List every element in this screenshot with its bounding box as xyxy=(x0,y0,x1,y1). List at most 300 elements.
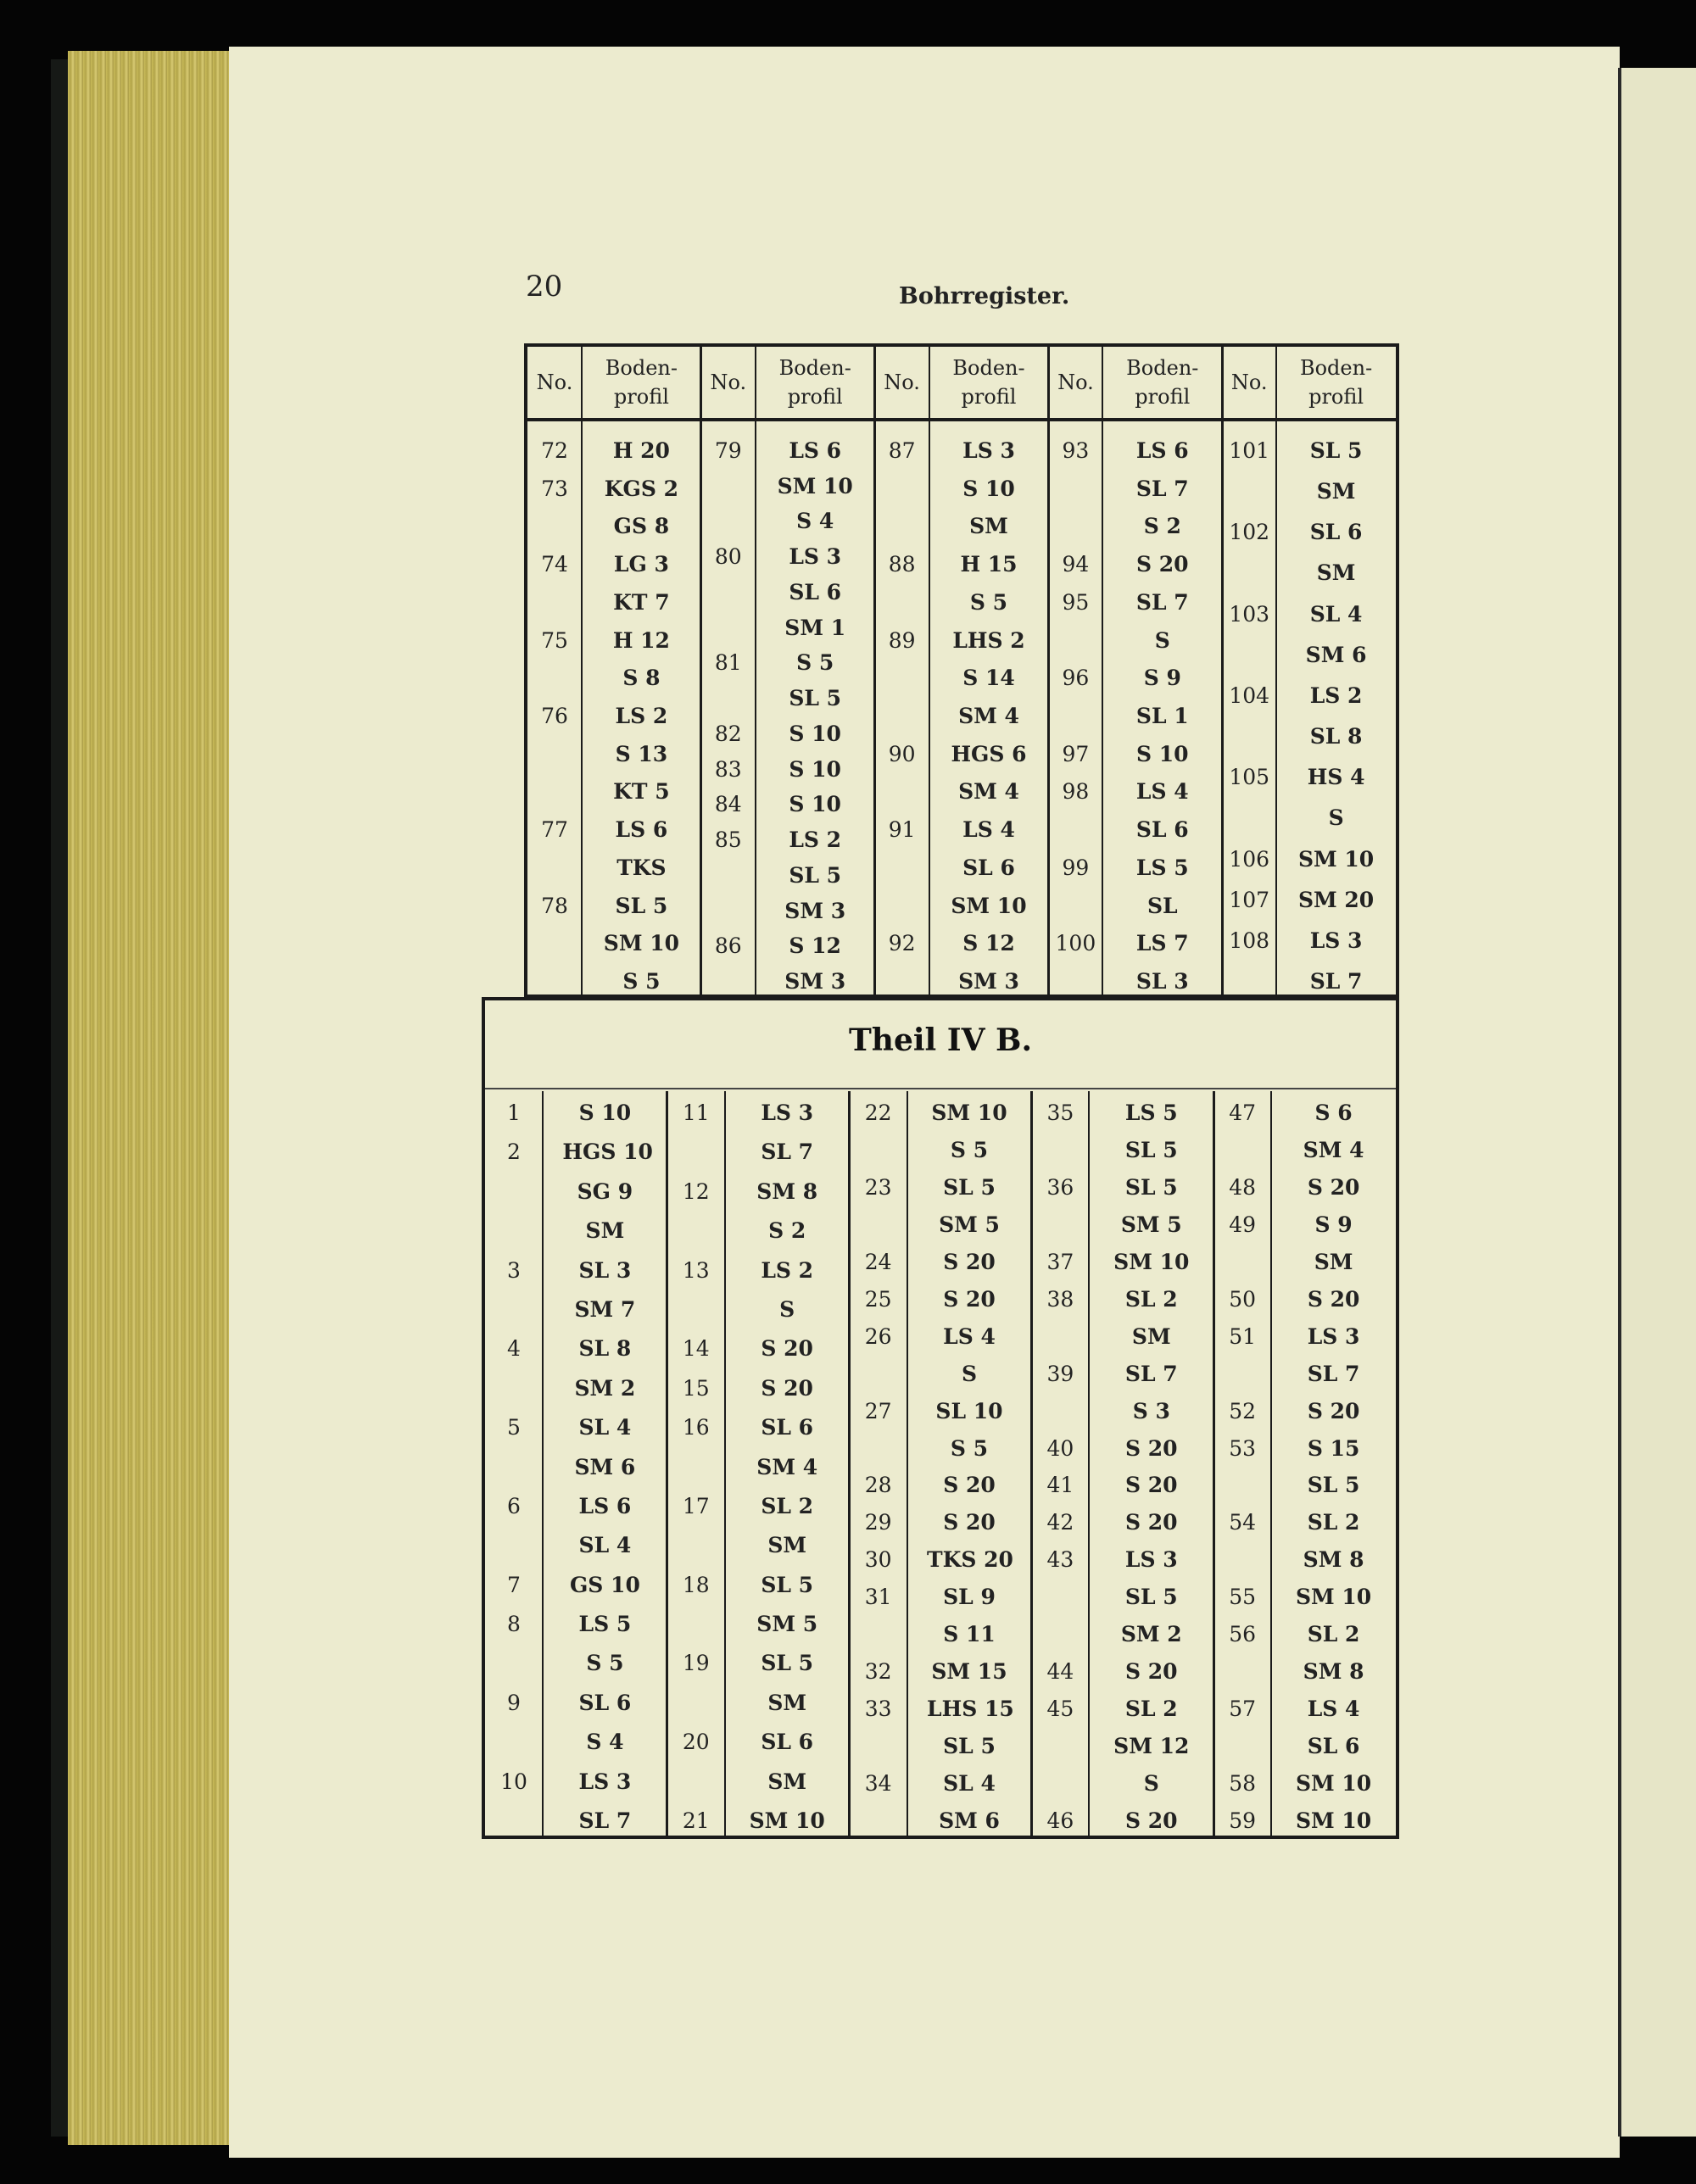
boden-entry: S 20 xyxy=(1307,1286,1360,1312)
boden-entry: SL 9 xyxy=(943,1585,996,1610)
boden-entry: SM xyxy=(1314,1249,1353,1274)
boden-entry: SM 1 xyxy=(784,615,846,640)
row-number: 5 xyxy=(507,1415,521,1440)
boden-entry: SL 5 xyxy=(1309,438,1363,463)
boden-entry: SM 4 xyxy=(1303,1137,1364,1162)
boden-entry: S 4 xyxy=(796,509,834,534)
boden-entry: S 3 xyxy=(1132,1398,1170,1424)
boden-entry: TKS xyxy=(616,855,667,880)
row-number: 51 xyxy=(1229,1323,1257,1349)
boden-entry: S 10 xyxy=(789,721,841,746)
row-number: 92 xyxy=(888,931,916,956)
boden-entry: KGS 2 xyxy=(604,476,678,501)
boden-entry: SM 3 xyxy=(784,969,846,994)
boden-entry: S 20 xyxy=(943,1249,996,1274)
row-number: 53 xyxy=(1229,1435,1257,1461)
boden-entry: SL 5 xyxy=(615,893,668,918)
row-number: 91 xyxy=(888,817,916,843)
facing-page xyxy=(1621,68,1696,2137)
boden-entry: S 10 xyxy=(962,476,1015,501)
row-number: 44 xyxy=(1046,1659,1074,1685)
section-title: Theil IV B. xyxy=(848,1022,1033,1058)
row-number: 90 xyxy=(888,741,916,766)
group-divider xyxy=(700,347,702,994)
boden-entry: LS 5 xyxy=(1124,1100,1178,1125)
row-number: 38 xyxy=(1046,1286,1074,1312)
boden-entry: HS 4 xyxy=(1307,765,1365,790)
row-number: 84 xyxy=(714,792,742,817)
row-number: 18 xyxy=(682,1572,710,1597)
row-number: 50 xyxy=(1229,1286,1257,1312)
number-divider xyxy=(1275,347,1277,994)
boden-entry: SM xyxy=(1131,1323,1171,1349)
row-number: 39 xyxy=(1046,1361,1074,1386)
group-divider xyxy=(1221,347,1224,994)
boden-entry: S 10 xyxy=(1136,741,1189,766)
row-number: 55 xyxy=(1229,1585,1257,1610)
boden-entry: S 14 xyxy=(962,666,1015,691)
header-bodenprofil xyxy=(756,347,875,418)
boden-entry: SL 5 xyxy=(1124,1137,1178,1162)
boden-entry: S 10 xyxy=(789,792,841,817)
boden-entry: S xyxy=(1328,805,1344,831)
boden-entry: S 2 xyxy=(1143,514,1181,539)
row-number: 43 xyxy=(1046,1547,1074,1573)
row-number: 33 xyxy=(864,1696,892,1722)
header-no: No. xyxy=(710,370,747,394)
group-divider xyxy=(666,1091,668,1836)
boden-entry: SL 6 xyxy=(761,1415,814,1440)
boden-entry: SM 8 xyxy=(1303,1547,1364,1573)
boden-entry: S 10 xyxy=(789,756,841,782)
boden-entry: KT 7 xyxy=(613,589,670,615)
row-number: 85 xyxy=(714,827,742,853)
boden-entry: SL 7 xyxy=(1135,476,1189,501)
number-divider xyxy=(755,347,756,994)
boden-entry: SM 5 xyxy=(939,1212,1000,1237)
boden-entry: SM 4 xyxy=(958,779,1019,805)
boden-entry: S 9 xyxy=(1143,666,1181,691)
boden-entry: LS 3 xyxy=(962,438,1015,463)
boden-entry: S xyxy=(961,1361,978,1386)
row-number: 95 xyxy=(1062,589,1090,615)
row-number: 73 xyxy=(541,476,568,501)
boden-entry: SL 7 xyxy=(761,1139,814,1165)
row-number: 1 xyxy=(507,1100,521,1125)
boden-entry: LS 3 xyxy=(1124,1547,1178,1573)
boden-entry: S 20 xyxy=(1125,1659,1178,1685)
boden-entry: SM xyxy=(767,1533,807,1558)
boden-entry: SL 5 xyxy=(1124,1174,1178,1200)
boden-entry: SL 2 xyxy=(1307,1622,1360,1647)
row-number: 80 xyxy=(714,544,742,570)
boden-entry: SL 5 xyxy=(943,1734,996,1759)
row-number: 76 xyxy=(541,704,568,728)
boden-entry: SL 2 xyxy=(1124,1696,1178,1722)
row-number: 86 xyxy=(714,933,742,959)
boden-entry: SL 5 xyxy=(761,1572,814,1597)
row-number: 42 xyxy=(1046,1510,1074,1535)
boden-entry: SL 8 xyxy=(1309,724,1363,749)
boden-entry: SL 8 xyxy=(578,1336,632,1362)
boden-entry: SL 5 xyxy=(789,686,842,711)
boden-entry: S 6 xyxy=(1314,1100,1353,1125)
boden-entry: S 5 xyxy=(586,1651,624,1676)
boden-entry: S 2 xyxy=(768,1218,806,1244)
boden-entry: S xyxy=(1154,627,1170,653)
header-bodenprofil-text: Boden- profil xyxy=(778,356,851,409)
header-rule xyxy=(527,418,1396,421)
number-divider xyxy=(1102,347,1103,994)
boden-entry: S 12 xyxy=(789,933,841,959)
boden-entry: LS 3 xyxy=(1309,928,1363,953)
boden-entry: LS 2 xyxy=(761,1257,814,1283)
boden-entry: SL 4 xyxy=(578,1415,632,1440)
row-number: 74 xyxy=(541,552,568,577)
row-number: 22 xyxy=(864,1100,892,1125)
boden-entry: SM 10 xyxy=(749,1808,825,1833)
row-number: 40 xyxy=(1046,1435,1074,1461)
row-number: 8 xyxy=(507,1612,521,1637)
boden-entry: S 12 xyxy=(962,931,1015,956)
boden-entry: S 5 xyxy=(622,969,661,994)
row-number: 103 xyxy=(1229,601,1270,627)
row-number: 97 xyxy=(1062,741,1090,766)
page-edges xyxy=(68,51,229,2145)
boden-entry: SL 5 xyxy=(1124,1585,1178,1610)
boden-entry: SM 5 xyxy=(756,1612,818,1637)
boden-entry: SM xyxy=(585,1218,625,1244)
row-number: 3 xyxy=(507,1257,521,1283)
boden-entry: GS 10 xyxy=(569,1572,640,1597)
row-number: 7 xyxy=(507,1572,521,1597)
boden-entry: S 13 xyxy=(615,741,668,766)
boden-entry: S xyxy=(1143,1771,1159,1797)
number-divider xyxy=(907,1091,908,1836)
boden-entry: LS 2 xyxy=(1309,682,1363,708)
boden-entry: SM xyxy=(1316,560,1356,586)
boden-entry: SM 10 xyxy=(1295,1771,1372,1797)
row-number: 20 xyxy=(682,1730,710,1755)
row-number: 75 xyxy=(541,627,568,653)
boden-entry: SL 7 xyxy=(1307,1361,1360,1386)
row-number: 6 xyxy=(507,1493,521,1518)
boden-entry: SL 2 xyxy=(1307,1510,1360,1535)
group-divider xyxy=(848,1091,851,1836)
row-number: 57 xyxy=(1229,1696,1257,1722)
boden-entry: SL 6 xyxy=(1309,520,1363,545)
header-bodenprofil xyxy=(929,347,1049,418)
header-bodenprofil xyxy=(1276,347,1396,418)
boden-entry: SL 5 xyxy=(761,1651,814,1676)
boden-entry: S 20 xyxy=(761,1336,813,1362)
row-number: 30 xyxy=(864,1547,892,1573)
boden-entry: SM 2 xyxy=(574,1375,636,1401)
boden-entry: SM 7 xyxy=(574,1296,636,1322)
header-no: No. xyxy=(536,370,573,394)
boden-entry: SM xyxy=(969,514,1008,539)
boden-entry: SL 5 xyxy=(789,862,842,888)
boden-entry: SM 10 xyxy=(1295,1808,1372,1833)
row-number: 81 xyxy=(714,650,742,676)
row-number: 101 xyxy=(1229,438,1270,463)
boden-entry: HGS 10 xyxy=(562,1139,653,1165)
boden-entry: SL 3 xyxy=(578,1257,632,1283)
boden-entry: SL 1 xyxy=(1135,704,1189,728)
boden-entry: SL 10 xyxy=(935,1398,1003,1424)
row-number: 12 xyxy=(682,1178,710,1204)
boden-entry: S 20 xyxy=(943,1510,996,1535)
boden-entry: SM 10 xyxy=(1295,1585,1372,1610)
row-number: 28 xyxy=(864,1473,892,1498)
row-number: 98 xyxy=(1062,779,1090,805)
number-divider xyxy=(542,1091,544,1836)
row-number: 46 xyxy=(1046,1808,1074,1833)
boden-entry: S 5 xyxy=(950,1137,989,1162)
boden-entry: S xyxy=(779,1296,795,1322)
row-number: 45 xyxy=(1046,1696,1074,1722)
row-number: 49 xyxy=(1229,1212,1257,1237)
boden-entry: SL 2 xyxy=(1124,1286,1178,1312)
row-number: 9 xyxy=(507,1690,521,1715)
row-number: 25 xyxy=(864,1286,892,1312)
book-spine xyxy=(51,59,68,2137)
row-number: 14 xyxy=(682,1336,710,1362)
boden-entry: S 20 xyxy=(1136,552,1189,577)
number-divider xyxy=(1270,1091,1272,1836)
row-number: 2 xyxy=(507,1139,521,1165)
row-number: 78 xyxy=(541,893,568,918)
boden-entry: SM xyxy=(767,1769,807,1794)
row-number: 88 xyxy=(888,552,916,577)
boden-entry: SL xyxy=(1146,893,1178,918)
boden-entry: LS 6 xyxy=(789,438,842,463)
boden-entry: H 20 xyxy=(612,438,670,463)
boden-entry: S 20 xyxy=(1307,1398,1360,1424)
row-number: 77 xyxy=(541,817,568,843)
running-head: Bohrregister. xyxy=(899,283,1070,309)
boden-entry: LS 3 xyxy=(761,1100,814,1125)
boden-entry: S 20 xyxy=(761,1375,813,1401)
row-number: 35 xyxy=(1046,1100,1074,1125)
row-number: 19 xyxy=(682,1651,710,1676)
row-number: 58 xyxy=(1229,1771,1257,1797)
boden-entry: SM xyxy=(767,1690,807,1715)
number-divider xyxy=(1088,1091,1090,1836)
row-number: 21 xyxy=(682,1808,710,1833)
row-number: 36 xyxy=(1046,1174,1074,1200)
boden-entry: LS 4 xyxy=(962,817,1015,843)
bohrregister-table-top xyxy=(524,343,1399,998)
boden-entry: S 20 xyxy=(1125,1510,1178,1535)
bohrregister-table-theil-ivb xyxy=(482,997,1399,1839)
boden-entry: LG 3 xyxy=(613,552,669,577)
row-number: 106 xyxy=(1229,846,1270,872)
boden-entry: SM 10 xyxy=(931,1100,1007,1125)
row-number: 26 xyxy=(864,1323,892,1349)
boden-entry: LS 4 xyxy=(1135,779,1189,805)
row-number: 100 xyxy=(1055,931,1096,956)
row-number: 108 xyxy=(1229,928,1270,953)
page-number: 20 xyxy=(526,270,563,304)
boden-entry: LHS 2 xyxy=(952,627,1025,653)
boden-entry: LS 2 xyxy=(615,704,668,728)
header-no: No. xyxy=(884,370,920,394)
boden-entry: LS 6 xyxy=(578,1493,632,1518)
boden-entry: S 8 xyxy=(622,666,661,691)
row-number: 31 xyxy=(864,1585,892,1610)
row-number: 23 xyxy=(864,1174,892,1200)
row-number: 41 xyxy=(1046,1473,1074,1498)
boden-entry: HGS 6 xyxy=(951,741,1027,766)
row-number: 27 xyxy=(864,1398,892,1424)
boden-entry: SG 9 xyxy=(577,1178,633,1204)
boden-entry: H 15 xyxy=(960,552,1018,577)
row-number: 105 xyxy=(1229,765,1270,790)
row-number: 94 xyxy=(1062,552,1090,577)
boden-entry: LS 5 xyxy=(1135,855,1189,880)
boden-entry: SL 7 xyxy=(578,1808,632,1833)
boden-entry: SL 7 xyxy=(1309,969,1363,994)
section-title-rule xyxy=(485,1088,1396,1089)
boden-entry: KT 5 xyxy=(613,779,670,805)
section-rule xyxy=(485,997,1396,1000)
row-number: 47 xyxy=(1229,1100,1257,1125)
row-number: 16 xyxy=(682,1415,710,1440)
header-bodenprofil xyxy=(1102,347,1222,418)
boden-entry: SL 5 xyxy=(1307,1473,1360,1498)
boden-entry: SL 6 xyxy=(962,855,1015,880)
row-number: 17 xyxy=(682,1493,710,1518)
row-number: 52 xyxy=(1229,1398,1257,1424)
row-number: 32 xyxy=(864,1659,892,1685)
boden-entry: TKS 20 xyxy=(927,1547,1013,1573)
boden-entry: SL 4 xyxy=(1309,601,1363,627)
boden-entry: SL 2 xyxy=(761,1493,814,1518)
boden-entry: SM xyxy=(1316,479,1356,504)
row-number: 89 xyxy=(888,627,916,653)
boden-entry: LS 6 xyxy=(1135,438,1189,463)
boden-entry: SM 6 xyxy=(1305,642,1367,667)
boden-entry: S 5 xyxy=(950,1435,989,1461)
boden-entry: SL 6 xyxy=(1307,1734,1360,1759)
row-number: 34 xyxy=(864,1771,892,1797)
boden-entry: SM 10 xyxy=(1113,1249,1190,1274)
boden-entry: SM 15 xyxy=(931,1659,1007,1685)
header-no: No. xyxy=(1057,370,1094,394)
row-number: 15 xyxy=(682,1375,710,1401)
number-divider xyxy=(724,1091,726,1836)
boden-entry: SM 4 xyxy=(756,1454,818,1479)
boden-entry: LS 3 xyxy=(1307,1323,1360,1349)
row-number: 4 xyxy=(507,1336,521,1362)
boden-entry: S 5 xyxy=(969,589,1008,615)
boden-entry: S 15 xyxy=(1307,1435,1360,1461)
row-number: 107 xyxy=(1229,887,1270,912)
boden-entry: S 20 xyxy=(943,1286,996,1312)
row-number: 24 xyxy=(864,1249,892,1274)
boden-entry: GS 8 xyxy=(613,514,670,539)
boden-entry: S 20 xyxy=(1125,1473,1178,1498)
boden-entry: SM 10 xyxy=(603,931,679,956)
number-divider xyxy=(581,347,583,994)
boden-entry: S 11 xyxy=(943,1622,996,1647)
boden-entry: SL 4 xyxy=(943,1771,996,1797)
boden-entry: SL 6 xyxy=(1135,817,1189,843)
boden-entry: SM 6 xyxy=(939,1808,1000,1833)
boden-entry: SL 7 xyxy=(1135,589,1189,615)
row-number: 83 xyxy=(714,756,742,782)
boden-entry: SM 2 xyxy=(1120,1622,1182,1647)
boden-entry: SL 6 xyxy=(789,579,842,604)
row-number: 87 xyxy=(888,438,916,463)
boden-entry: LS 7 xyxy=(1135,931,1189,956)
row-number: 10 xyxy=(500,1769,527,1794)
row-number: 37 xyxy=(1046,1249,1074,1274)
row-number: 11 xyxy=(682,1100,710,1125)
header-bodenprofil xyxy=(582,347,701,418)
boden-entry: SM 8 xyxy=(756,1178,818,1204)
boden-entry: LS 4 xyxy=(1307,1696,1360,1722)
boden-entry: S 9 xyxy=(1314,1212,1353,1237)
boden-entry: SL 7 xyxy=(1124,1361,1178,1386)
number-divider xyxy=(929,347,930,994)
boden-entry: SL 3 xyxy=(1135,969,1189,994)
boden-entry: LS 6 xyxy=(615,817,668,843)
boden-entry: LS 3 xyxy=(578,1769,632,1794)
boden-entry: S 10 xyxy=(578,1100,632,1125)
boden-entry: S 20 xyxy=(1125,1808,1178,1833)
boden-entry: SM 10 xyxy=(951,893,1027,918)
boden-entry: SL 4 xyxy=(578,1533,632,1558)
header-bodenprofil-text: Boden- profil xyxy=(952,356,1025,409)
boden-entry: SM 6 xyxy=(574,1454,636,1479)
group-divider xyxy=(1030,1091,1033,1836)
boden-entry: LHS 15 xyxy=(927,1696,1014,1722)
boden-entry: LS 3 xyxy=(789,544,842,570)
row-number: 13 xyxy=(682,1257,710,1283)
row-number: 104 xyxy=(1229,682,1270,708)
boden-entry: SM 12 xyxy=(1113,1734,1190,1759)
row-number: 59 xyxy=(1229,1808,1257,1833)
group-divider xyxy=(873,347,876,994)
boden-entry: SL 6 xyxy=(578,1690,632,1715)
boden-entry: SM 8 xyxy=(1303,1659,1364,1685)
boden-entry: LS 5 xyxy=(578,1612,632,1637)
row-number: 96 xyxy=(1062,666,1090,691)
group-divider xyxy=(1213,1091,1215,1836)
header-bodenprofil-text: Boden- profil xyxy=(1126,356,1199,409)
row-number: 48 xyxy=(1229,1174,1257,1200)
boden-entry: SM 4 xyxy=(958,704,1019,728)
boden-entry: SL 5 xyxy=(943,1174,996,1200)
row-number: 99 xyxy=(1062,855,1090,880)
boden-entry: LS 4 xyxy=(943,1323,996,1349)
boden-entry: S 5 xyxy=(796,650,834,676)
boden-entry: SM 20 xyxy=(1297,887,1375,912)
boden-entry: SM 10 xyxy=(1297,846,1375,872)
group-divider xyxy=(1047,347,1050,994)
boden-entry: H 12 xyxy=(612,627,670,653)
boden-entry: SM 3 xyxy=(958,969,1019,994)
row-number: 102 xyxy=(1229,520,1270,545)
header-bodenprofil-text: Boden- profil xyxy=(1299,356,1373,409)
row-number: 82 xyxy=(714,721,742,746)
row-number: 93 xyxy=(1062,438,1090,463)
boden-entry: SL 6 xyxy=(761,1730,814,1755)
boden-entry: SM 5 xyxy=(1120,1212,1182,1237)
boden-entry: SM 3 xyxy=(784,898,846,923)
